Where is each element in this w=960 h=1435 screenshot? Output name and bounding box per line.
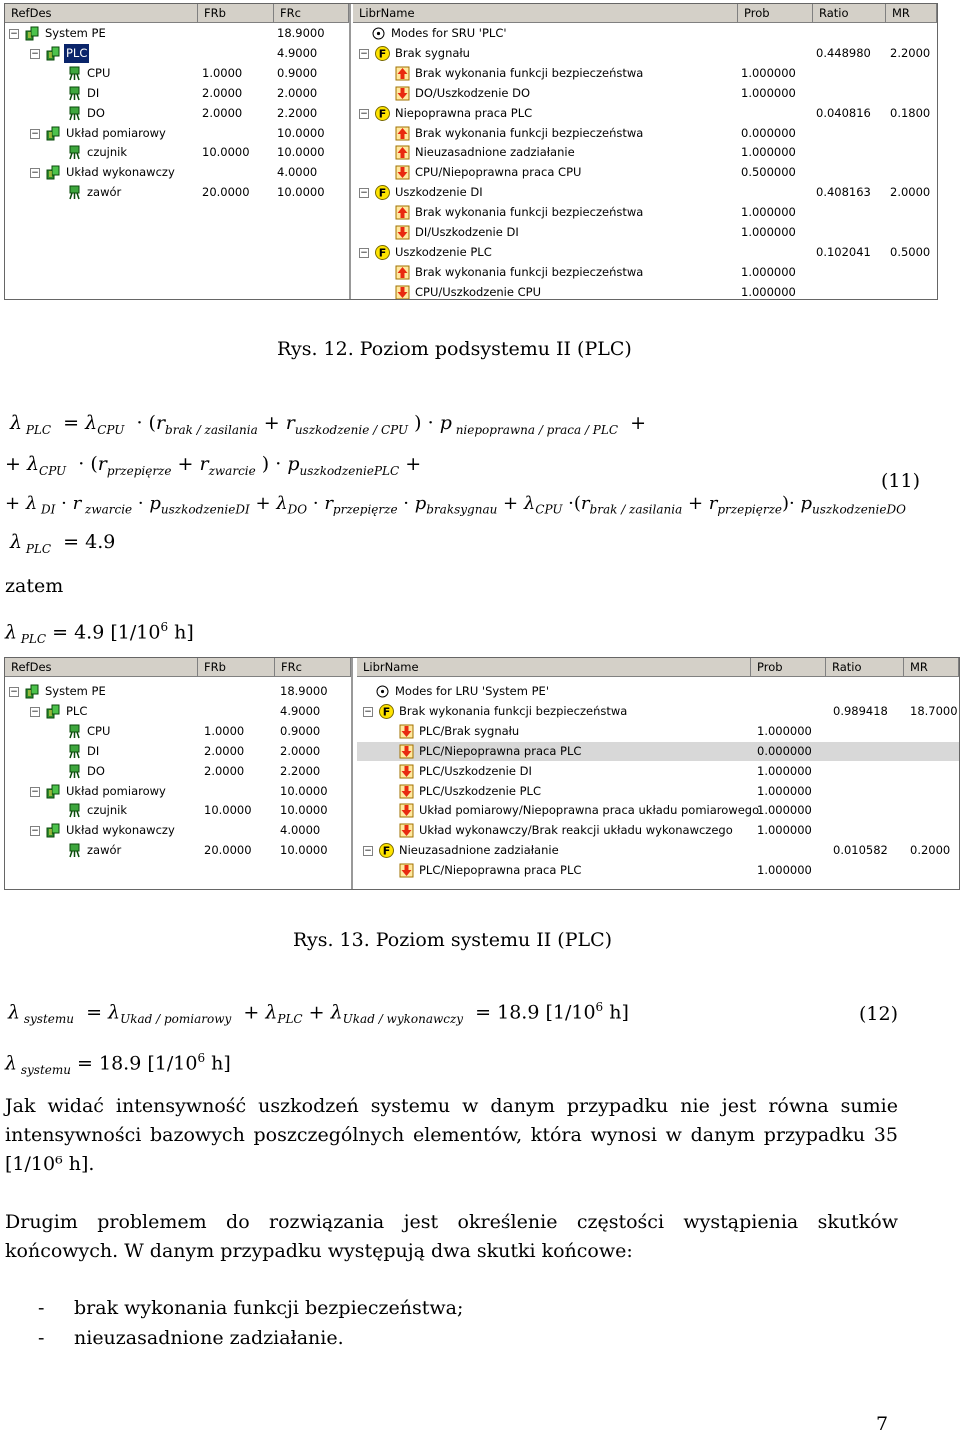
frb-value: 2.0000 xyxy=(202,105,243,120)
failure-mode-row[interactable] xyxy=(353,263,937,282)
mr-value: 18.7000 xyxy=(910,703,958,718)
refdes-label: czujnik xyxy=(87,803,127,818)
component-icon xyxy=(67,764,82,779)
tree-row[interactable] xyxy=(5,44,349,63)
svg-text:F: F xyxy=(378,246,387,260)
frb-value: 2.0000 xyxy=(204,743,245,758)
component-icon xyxy=(67,86,82,101)
mode-label: Brak wykonania funkcji bezpieczeństwa xyxy=(415,125,644,140)
paragraph-second-problem: Drugim problemem do rozwiązania jest określenie częstości wystąpienia skutków końcowych. W danym przypadku występują dwa skutki końcowe: xyxy=(5,1211,898,1262)
mode-label: Niepoprawna praca PLC xyxy=(395,105,533,120)
tree-row[interactable] xyxy=(5,24,349,43)
failure-mode-row[interactable] xyxy=(353,223,937,242)
frc-value: 4.9000 xyxy=(277,45,318,60)
collapse-toggle[interactable]: − xyxy=(360,188,368,199)
cause-down-icon xyxy=(395,285,410,299)
prob-value: 1.000000 xyxy=(757,783,812,798)
mode-label: PLC/Niepoprawna praca PLC xyxy=(419,863,582,878)
assembly-icon xyxy=(25,26,40,41)
prob-value: 1.000000 xyxy=(741,145,796,160)
col-header-frc[interactable]: FRc xyxy=(275,658,351,677)
eq11-line4: λ $_{PLC}$ = 4.9 xyxy=(10,531,116,556)
screenshot-lru-system xyxy=(4,657,960,890)
collapse-toggle[interactable]: − xyxy=(31,48,39,59)
tree-row[interactable] xyxy=(5,742,351,761)
component-icon xyxy=(67,724,82,739)
frb-value: 10.0000 xyxy=(204,803,252,818)
failure-mode-row[interactable] xyxy=(357,722,959,741)
failure-mode-row[interactable] xyxy=(357,821,959,840)
refdes-label: System PE xyxy=(45,26,106,40)
failure-mode-row[interactable] xyxy=(353,44,937,63)
tree-row[interactable] xyxy=(5,84,349,103)
mode-label: DO/Uszkodzenie DO xyxy=(415,85,531,100)
failure-mode-row[interactable] xyxy=(357,702,959,721)
figure-caption-13: Rys. 13. Poziom systemu II (PLC) xyxy=(293,929,613,951)
ratio-value: 0.010582 xyxy=(833,843,888,858)
failure-mode-row[interactable] xyxy=(357,861,959,880)
svg-text:F: F xyxy=(382,844,391,858)
assembly-icon xyxy=(46,823,61,838)
failure-mode-row[interactable] xyxy=(353,104,937,123)
col-header-frc[interactable]: FRc xyxy=(274,4,349,23)
col-header-librname[interactable]: LibrName xyxy=(357,658,751,677)
assembly-icon xyxy=(46,165,61,180)
failure-mode-row[interactable] xyxy=(353,64,937,83)
effect-up-icon xyxy=(395,205,410,220)
tree-row[interactable] xyxy=(5,183,349,202)
failure-mode-icon xyxy=(375,46,390,61)
refdes-label: DI xyxy=(87,743,100,758)
failure-mode-row[interactable] xyxy=(357,742,959,761)
frc-value: 0.9000 xyxy=(280,723,321,738)
collapse-toggle[interactable]: − xyxy=(10,687,18,697)
col-header-ratio[interactable]: Ratio xyxy=(826,658,904,677)
cause-down-icon xyxy=(399,744,414,759)
frc-value: 2.2000 xyxy=(277,105,318,120)
tree-row[interactable] xyxy=(5,801,351,820)
failure-mode-row[interactable] xyxy=(353,163,937,182)
svg-text:F: F xyxy=(382,705,391,719)
component-icon xyxy=(67,66,82,81)
failure-mode-row[interactable] xyxy=(353,24,937,43)
effect-up-icon xyxy=(395,145,410,160)
mode-label: Brak wykonania funkcji bezpieczeństwa xyxy=(415,264,644,279)
bullet-item-1: brak wykonania funkcji bezpieczeństwa; xyxy=(74,1297,464,1319)
col-header-mr[interactable]: MR xyxy=(904,658,959,677)
assembly-icon xyxy=(46,126,61,141)
refdes-label: Układ wykonawczy xyxy=(66,165,175,180)
tree-row[interactable] xyxy=(5,821,351,840)
failure-mode-icon xyxy=(379,704,394,719)
refdes-label: Układ wykonawczy xyxy=(66,823,175,838)
prob-value: 1.000000 xyxy=(741,205,796,220)
failure-mode-row[interactable] xyxy=(353,203,937,222)
mode-label: Uszkodzenie PLC xyxy=(395,244,492,259)
collapse-toggle[interactable]: − xyxy=(31,826,39,837)
failure-mode-row[interactable] xyxy=(353,183,937,202)
equation-number-12: (12) xyxy=(858,1003,898,1025)
eq11-line3: + λ $_{DI}$ · r $_{zwarcie} \cdot p_{uszkodzenieDI} + \lambda_{DO} \cdot r_{przepięrze} \cdot p_{braksygnau} + \lambda_{CPU} \cdot(r_{brak / zasilania} + r_{przepięrze})\cdot p_{uszkodzenieDO}$ xyxy=(5,493,906,517)
mode-label: Brak wykonania funkcji bezpieczeństwa xyxy=(399,703,628,718)
equation-number-11: (11) xyxy=(880,470,920,492)
bullet-marker: - xyxy=(38,1327,45,1349)
failure-mode-row[interactable] xyxy=(353,84,937,103)
refdes-tree-pane[interactable] xyxy=(5,658,353,889)
result-lambda-plc: λ $_{PLC}$ = 4.9 [$1/10^6$ h] xyxy=(5,620,194,647)
svg-text:F: F xyxy=(378,47,387,61)
component-icon xyxy=(67,843,82,858)
tree-row[interactable] xyxy=(5,682,351,701)
frc-value: 10.0000 xyxy=(280,783,328,798)
effect-up-icon xyxy=(395,66,410,81)
mode-label: PLC/Uszkodzenie PLC xyxy=(419,783,541,798)
mode-label: PLC/Brak sygnału xyxy=(419,723,520,738)
component-icon xyxy=(67,145,82,160)
assembly-icon xyxy=(46,704,61,719)
ratio-value: 0.989418 xyxy=(833,703,888,718)
failure-mode-icon xyxy=(375,245,390,260)
col-header-frb[interactable]: FRb xyxy=(198,4,274,23)
failure-mode-row[interactable] xyxy=(357,801,959,820)
svg-text:F: F xyxy=(378,107,387,121)
failure-mode-row[interactable] xyxy=(357,841,959,860)
component-icon xyxy=(67,106,82,121)
figure-caption-12: Rys. 12. Poziom podsystemu II (PLC) xyxy=(277,338,632,360)
col-header-prob[interactable]: Prob xyxy=(738,4,813,23)
collapse-toggle[interactable]: − xyxy=(364,706,372,717)
mode-label: Układ pomiarowy/Niepoprawna praca układu pomiarowego xyxy=(419,803,760,818)
zatem-text: zatem xyxy=(5,575,64,597)
frc-value: 10.0000 xyxy=(277,125,325,140)
frb-value: 1.0000 xyxy=(202,65,243,80)
frb-value: 10.0000 xyxy=(202,145,250,160)
effect-up-icon xyxy=(395,126,410,141)
refdes-label: PLC xyxy=(64,44,89,63)
ratio-value: 0.040816 xyxy=(816,105,871,120)
modes-icon xyxy=(371,26,386,41)
prob-value: 1.000000 xyxy=(757,803,812,818)
col-header-frb[interactable]: FRb xyxy=(198,658,275,677)
mode-label: DI/Uszkodzenie DI xyxy=(415,225,519,239)
cause-down-icon xyxy=(395,165,410,180)
mr-value: 2.0000 xyxy=(890,185,931,200)
refdes-label: zawór xyxy=(87,185,122,200)
paragraph-intensity: Jak widać intensywność uszkodzeń systemu w danym przypadku nie jest równa sumie intensywności bazowych poszczególnych elementów, która wynosi w danym przypadku 35 [1/10⁶ h]. xyxy=(5,1095,898,1175)
collapse-toggle[interactable]: − xyxy=(360,247,368,258)
failure-mode-row[interactable] xyxy=(357,762,959,781)
mr-value: 2.2000 xyxy=(890,45,931,60)
collapse-toggle[interactable]: − xyxy=(31,706,39,717)
cause-down-icon xyxy=(399,803,414,818)
tree-row[interactable] xyxy=(5,841,351,860)
mr-value: 0.5000 xyxy=(890,244,931,259)
tree-row[interactable] xyxy=(5,762,351,781)
ratio-value: 0.408163 xyxy=(816,185,871,200)
equation-12: λ $_{systemu} = \lambda_{Ukad / pomiarowy} + \lambda_{PLC} + \lambda_{Ukad / wykonawczy} = 18.9$ [$1/10^6$ h] xyxy=(8,1000,629,1027)
failure-mode-icon xyxy=(379,843,394,858)
refdes-label: PLC xyxy=(66,703,88,718)
refdes-label: CPU xyxy=(87,723,111,738)
failure-mode-row[interactable] xyxy=(353,124,937,143)
prob-value: 1.000000 xyxy=(741,225,796,239)
failure-mode-row[interactable] xyxy=(357,782,959,801)
assembly-icon xyxy=(46,46,61,61)
refdes-tree-pane[interactable] xyxy=(5,4,351,299)
refdes-label: DO xyxy=(87,105,105,120)
assembly-icon xyxy=(25,684,40,699)
mode-label: Modes for SRU 'PLC' xyxy=(391,26,507,40)
collapse-toggle[interactable]: − xyxy=(360,108,368,119)
ratio-value: 0.448980 xyxy=(816,45,871,60)
refdes-label: DI xyxy=(87,85,100,100)
tree-row[interactable] xyxy=(5,722,351,741)
mode-label: PLC/Uszkodzenie DI xyxy=(419,763,532,778)
page-number: 7 xyxy=(876,1413,889,1435)
mode-label: PLC/Niepoprawna praca PLC xyxy=(419,743,582,758)
tree-row[interactable] xyxy=(5,702,351,721)
prob-value: 1.000000 xyxy=(741,85,796,100)
mode-label: Nieuzasadnione zadziałanie xyxy=(415,145,575,160)
mr-value: 0.2000 xyxy=(910,843,951,858)
frc-value: 2.0000 xyxy=(280,743,321,758)
eq11-line1: λ $_{PLC} = \lambda_{CPU} \cdot (r_{brak / zasilania} + r_{uszkodzenie / CPU}$ ) · p $_{niepoprawna / praca / PLC}$ + xyxy=(10,412,647,437)
cause-down-icon xyxy=(399,784,414,799)
mode-label: Brak wykonania funkcji bezpieczeństwa xyxy=(415,65,644,80)
cause-down-icon xyxy=(395,86,410,101)
failure-mode-icon xyxy=(375,106,390,121)
prob-value: 1.000000 xyxy=(741,284,796,299)
frc-value: 18.9000 xyxy=(277,26,325,40)
eq11-line2: + $\lambda_{CPU} \cdot (r_{przepięrze} + r_{zwarcie}$ ) · $p_{uszkodzeniePLC}$ + xyxy=(5,453,422,478)
mode-label: Uszkodzenie DI xyxy=(395,185,483,200)
frc-value: 4.9000 xyxy=(280,703,321,718)
component-icon xyxy=(67,185,82,200)
refdes-label: zawór xyxy=(87,843,122,858)
frc-value: 18.9000 xyxy=(280,684,328,698)
frc-value: 10.0000 xyxy=(277,185,325,200)
cause-down-icon xyxy=(399,863,414,878)
frc-value: 4.0000 xyxy=(280,823,321,838)
prob-value: 0.500000 xyxy=(741,165,796,180)
prob-value: 0.000000 xyxy=(757,743,812,758)
frb-value: 20.0000 xyxy=(202,185,250,200)
ratio-value: 0.102041 xyxy=(816,244,871,259)
frc-value: 10.0000 xyxy=(280,843,328,858)
mode-label: Układ wykonawczy/Brak reakcji układu wykonawczego xyxy=(419,823,733,838)
collapse-toggle[interactable]: − xyxy=(31,786,39,797)
prob-value: 1.000000 xyxy=(757,823,812,838)
failure-modes-pane[interactable] xyxy=(353,4,937,299)
frc-value: 0.9000 xyxy=(277,65,318,80)
svg-text:F: F xyxy=(378,186,387,200)
prob-value: 1.000000 xyxy=(741,65,796,80)
tree-row[interactable] xyxy=(5,143,349,162)
col-header-ratio[interactable]: Ratio xyxy=(813,4,886,23)
modes-icon xyxy=(375,684,390,699)
tree-row[interactable] xyxy=(5,64,349,83)
col-header-prob[interactable]: Prob xyxy=(751,658,826,677)
col-header-refdes[interactable]: RefDes xyxy=(5,658,198,677)
prob-value: 1.000000 xyxy=(757,763,812,778)
collapse-toggle[interactable]: − xyxy=(364,846,372,857)
tree-row[interactable] xyxy=(5,163,349,182)
prob-value: 1.000000 xyxy=(741,264,796,279)
mode-label: Nieuzasadnione zadziałanie xyxy=(399,843,559,858)
bullet-marker: - xyxy=(38,1297,45,1319)
frb-value: 1.0000 xyxy=(204,723,245,738)
bullet-item-2: nieuzasadnione zadziałanie. xyxy=(74,1327,344,1349)
refdes-label: Układ pomiarowy xyxy=(66,783,166,798)
mode-label: Brak wykonania funkcji bezpieczeństwa xyxy=(415,205,644,220)
frc-value: 2.2000 xyxy=(280,763,321,778)
mode-label: CPU/Uszkodzenie CPU xyxy=(415,284,541,299)
frc-value: 4.0000 xyxy=(277,165,318,180)
mode-label: CPU/Niepoprawna praca CPU xyxy=(415,165,582,180)
col-header-refdes[interactable]: RefDes xyxy=(5,4,198,23)
component-icon xyxy=(67,744,82,759)
collapse-toggle[interactable]: − xyxy=(31,128,39,139)
frc-value: 10.0000 xyxy=(280,803,328,818)
failure-mode-row[interactable] xyxy=(353,283,937,299)
mr-value: 0.1800 xyxy=(890,105,931,120)
tree-row[interactable] xyxy=(5,124,349,143)
failure-mode-row[interactable] xyxy=(353,143,937,162)
prob-value: 1.000000 xyxy=(757,723,812,738)
cause-down-icon xyxy=(395,225,410,240)
collapse-toggle[interactable]: − xyxy=(31,168,39,179)
col-header-mr[interactable]: MR xyxy=(886,4,937,23)
prob-value: 1.000000 xyxy=(757,863,812,878)
refdes-label: czujnik xyxy=(87,145,127,160)
prob-value: 0.000000 xyxy=(741,125,796,140)
frc-value: 10.0000 xyxy=(277,145,325,160)
component-icon xyxy=(67,803,82,818)
refdes-label: Układ pomiarowy xyxy=(66,125,166,140)
frc-value: 2.0000 xyxy=(277,85,318,100)
refdes-label: System PE xyxy=(45,684,106,698)
cause-down-icon xyxy=(399,823,414,838)
frb-value: 20.0000 xyxy=(204,843,252,858)
result-lambda-systemu: λ $_{systemu}$ = 18.9 [$1/10^6$ h] xyxy=(5,1051,231,1078)
refdes-label: CPU xyxy=(87,65,111,80)
cause-down-icon xyxy=(399,764,414,779)
tree-row[interactable] xyxy=(5,782,351,801)
failure-mode-row[interactable] xyxy=(357,682,959,701)
collapse-toggle[interactable]: − xyxy=(360,48,368,59)
effect-up-icon xyxy=(395,265,410,280)
refdes-label: DO xyxy=(87,763,105,778)
frb-value: 2.0000 xyxy=(204,763,245,778)
screenshot-sru-plc xyxy=(4,3,938,300)
mode-label: Modes for LRU 'System PE' xyxy=(395,684,549,698)
failure-mode-icon xyxy=(375,185,390,200)
mode-label: Brak sygnału xyxy=(395,45,470,60)
assembly-icon xyxy=(46,784,61,799)
frb-value: 2.0000 xyxy=(202,85,243,100)
collapse-toggle[interactable]: − xyxy=(10,29,18,39)
col-header-librname[interactable]: LibrName xyxy=(353,4,738,23)
failure-modes-pane[interactable] xyxy=(357,658,959,889)
failure-mode-row[interactable] xyxy=(353,243,937,262)
cause-down-icon xyxy=(399,724,414,739)
tree-row[interactable] xyxy=(5,104,349,123)
